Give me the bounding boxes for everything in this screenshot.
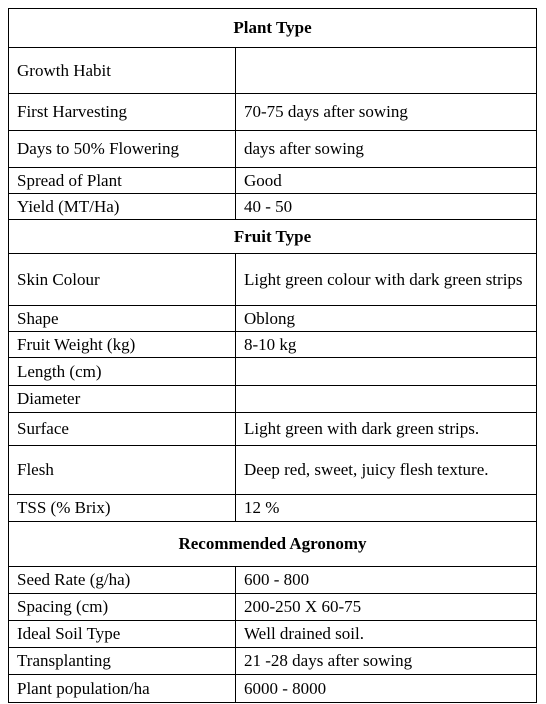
row-value: 21 -28 days after sowing [236, 648, 537, 675]
table-row [9, 386, 537, 413]
table-row [9, 621, 537, 648]
table-row [9, 332, 537, 358]
table-row [9, 94, 537, 131]
table-row [9, 48, 537, 94]
row-value: days after sowing [236, 131, 537, 168]
table-row [9, 306, 537, 332]
table-row [9, 254, 537, 306]
row-value: 200-250 X 60-75 [236, 594, 537, 621]
section-header-row [9, 220, 537, 254]
table-row [9, 648, 537, 675]
row-value: 600 - 800 [236, 567, 537, 594]
table-row [9, 594, 537, 621]
row-label: Growth Habit [9, 48, 236, 94]
table-row [9, 131, 537, 168]
section-title-plant-type: Plant Type [9, 9, 537, 48]
row-value: Well drained soil. [236, 621, 537, 648]
section-header-row [9, 9, 537, 48]
table-row [9, 194, 537, 220]
section-title-recommended-agronomy: Recommended Agronomy [9, 522, 537, 567]
row-label: Fruit Weight (kg) [9, 332, 236, 358]
row-label: First Harvesting [9, 94, 236, 131]
row-label: TSS (% Brix) [9, 495, 236, 522]
table-row [9, 358, 537, 386]
row-value [236, 386, 537, 413]
row-value: 70-75 days after sowing [236, 94, 537, 131]
row-value [236, 48, 537, 94]
table-row [9, 567, 537, 594]
row-label: Skin Colour [9, 254, 236, 306]
row-value: Deep red, sweet, juicy flesh texture. [236, 446, 537, 495]
section-header-row [9, 522, 537, 567]
table-row [9, 675, 537, 703]
table-row [9, 446, 537, 495]
row-label: Length (cm) [9, 358, 236, 386]
row-label: Transplanting [9, 648, 236, 675]
row-value: Light green colour with dark green strips [236, 254, 537, 306]
row-label: Days to 50% Flowering [9, 131, 236, 168]
table-row [9, 168, 537, 194]
row-label: Ideal Soil Type [9, 621, 236, 648]
row-label: Yield (MT/Ha) [9, 194, 236, 220]
row-value: 6000 - 8000 [236, 675, 537, 703]
row-value: Good [236, 168, 537, 194]
row-value: 40 - 50 [236, 194, 537, 220]
row-value: 8-10 kg [236, 332, 537, 358]
row-value: 12 % [236, 495, 537, 522]
row-value: Oblong [236, 306, 537, 332]
table-row [9, 495, 537, 522]
row-label: Seed Rate (g/ha) [9, 567, 236, 594]
row-label: Spread of Plant [9, 168, 236, 194]
row-label: Spacing (cm) [9, 594, 236, 621]
table-row [9, 413, 537, 446]
row-label: Shape [9, 306, 236, 332]
section-title-fruit-type: Fruit Type [9, 220, 537, 254]
variety-spec-table [8, 8, 537, 703]
row-value [236, 358, 537, 386]
row-label: Plant population/ha [9, 675, 236, 703]
row-label: Diameter [9, 386, 236, 413]
row-label: Surface [9, 413, 236, 446]
row-label: Flesh [9, 446, 236, 495]
row-value: Light green with dark green strips. [236, 413, 537, 446]
